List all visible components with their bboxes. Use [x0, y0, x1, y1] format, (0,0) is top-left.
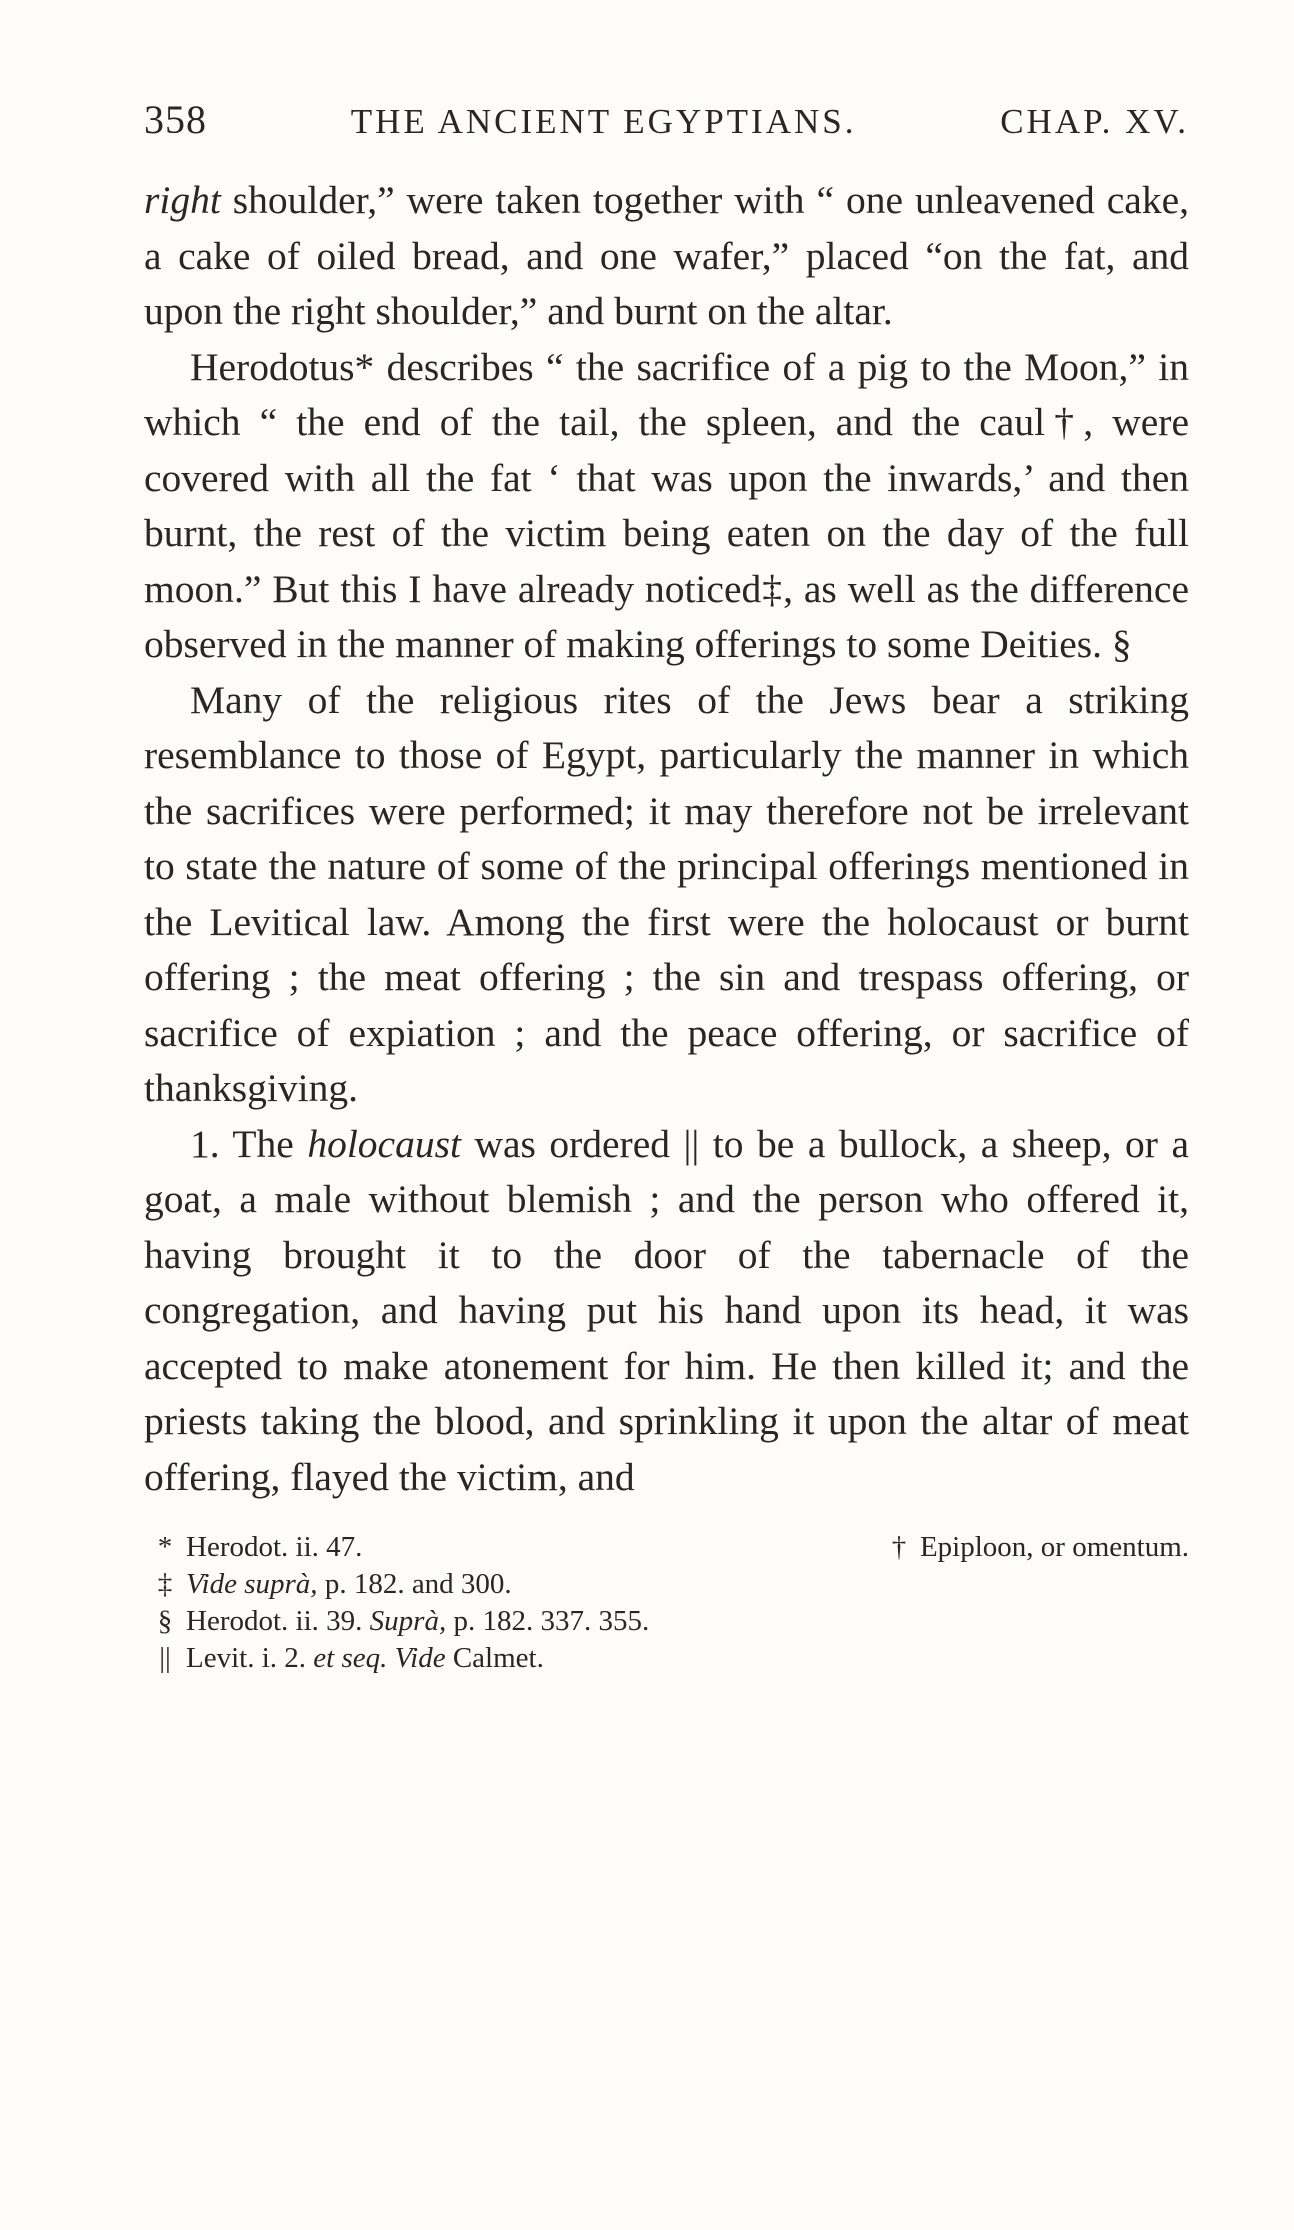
footnotes	[144, 1529, 1189, 1677]
paragraph-1-italic: right	[144, 178, 221, 222]
paragraph-3: Many of the religious rites of the Jews bear a striking resemblance to those of Egypt, particularly the manner in which the sacrifices were performed; it may therefore not be irrelevant to state the nature of some of the principal offerings mentioned in the Levitical law. Among the first were the holocaust or burnt offering ; the meat offering ; the sin and trespass offering, or sacrifice of expiation ; and the peace offering, or sacrifice of thanksgiving.	[144, 677, 1189, 1110]
footnote-5-mark: ||	[159, 1642, 171, 1674]
footnote-4	[144, 1603, 1189, 1640]
footnote-5	[144, 1640, 1189, 1677]
footnote-1	[144, 1529, 362, 1566]
footnote-3-text: p. 182. and 300.	[317, 1568, 512, 1600]
footnote-1-mark: *	[157, 1531, 173, 1563]
footnote-2-mark: †	[891, 1531, 907, 1563]
footnote-2-text: Epiploon, or omentum.	[919, 1531, 1189, 1563]
chapter-label: CHAP. XV.	[1000, 102, 1189, 141]
body-text	[144, 173, 1189, 1505]
paragraph-1-text: shoulder,” were taken together with “ one unleavened cake, a cake of oiled bread, and one wafer,” placed “on the fat, and upon the right shoulder,” and burnt on the altar.	[144, 178, 1189, 333]
footnote-5-text: Levit. i. 2.	[186, 1642, 314, 1674]
running-title: THE ANCIENT EGYPTIANS.	[350, 102, 857, 141]
footnote-5-italic: et seq. Vide	[313, 1642, 446, 1674]
footnote-4-text-2: p. 182. 337. 355.	[446, 1605, 650, 1637]
footnote-3-mark: ‡	[157, 1568, 173, 1600]
footnote-2	[878, 1529, 1189, 1566]
page-number: 358	[144, 97, 207, 142]
footnote-3-italic: Vide suprà,	[186, 1568, 318, 1600]
footnote-4-mark: §	[157, 1605, 173, 1637]
paragraph-2: Herodotus* describes “ the sacrifice of a pig to the Moon,” in which “ the end of the tail, the spleen, and the caul†, were covered with all the fat ‘ that was upon the inwards,’ and then burnt, the rest of the victim being eaten on the day of the full moon.” But this I have already noticed‡, as well as the difference observed in the manner of making offerings to some Deities. §	[144, 344, 1189, 666]
book-page	[144, 96, 1189, 1677]
footnote-3	[144, 1566, 1189, 1603]
footnote-1-text: Herodot. ii. 47.	[186, 1531, 363, 1563]
paragraph-4	[144, 1117, 1189, 1506]
paragraph-4-prefix: 1. The	[190, 1121, 308, 1166]
footnote-4-italic: Suprà,	[369, 1605, 447, 1637]
running-head	[144, 96, 1189, 143]
paragraph-4-text: was ordered || to be a bullock, a sheep, or a goat, a male without blemish ; and the person who offered it, having brought it to the door of the tabernacle of the congregation, and having put his hand upon its head, it was accepted to make atonement for him. He then killed it; and the priests taking the blood, and sprinkling it upon the altar of meat offering, flayed the victim, and	[144, 1121, 1189, 1499]
paragraph-1	[144, 173, 1189, 340]
footnote-4-text: Herodot. ii. 39.	[186, 1605, 370, 1637]
paragraph-4-italic: holocaust	[307, 1121, 461, 1166]
footnote-row	[144, 1529, 1189, 1566]
footnote-5-text-2: Calmet.	[445, 1642, 544, 1674]
